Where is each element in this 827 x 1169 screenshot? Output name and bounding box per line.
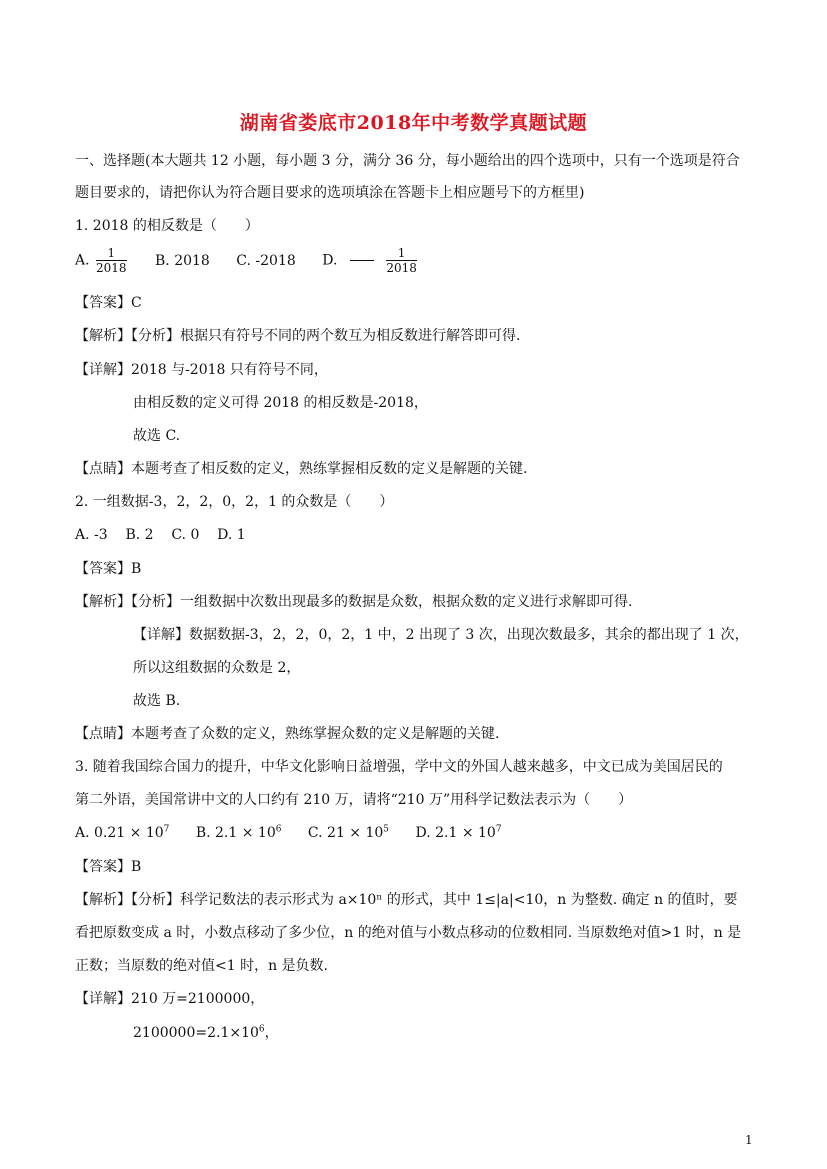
- q3-analysis-line1: 【解析】【分析】科学记数法的表示形式为 a×10ⁿ 的形式，其中 1≤|a|<10，n 为整数. 确定 n 的值时，要: [75, 892, 738, 908]
- page-title: 湖南省娄底市2018年中考数学真题试题: [239, 112, 588, 134]
- q3-option-b-exponent: 6: [275, 824, 282, 835]
- q2-answer: 【答案】B: [75, 561, 142, 577]
- q1-option-d-numerator: 1: [397, 246, 406, 260]
- q3-option-d: [415, 824, 501, 842]
- q2-options: A. -3 B. 2 C. 0 D. 1: [75, 527, 246, 543]
- q1-option-d-fraction: [386, 246, 417, 275]
- q2-detail-line2: 所以这组数据的众数是 2，: [133, 660, 301, 676]
- page-number: 1: [745, 1133, 753, 1147]
- q1-point: 【点睛】本题考查了相反数的定义，熟练掌握相反数的定义是解题的关键.: [75, 461, 528, 477]
- q1-detail-line3: 故选 C.: [133, 428, 181, 444]
- q3-answer: 【答案】B: [75, 859, 142, 875]
- q1-option-a-denominator: 2018: [96, 261, 127, 275]
- q3-detail-line2-end: ，: [264, 1025, 279, 1041]
- q3-option-a: [75, 824, 169, 842]
- q1-option-b: B. 2018: [155, 252, 210, 269]
- q1-option-d-label: D.: [322, 252, 338, 269]
- section-instruction-line2: 题目要求的，请把你认为符合题目要求的选项填涂在答题卡上相应题号下的方框里): [75, 185, 585, 201]
- q1-option-a-numerator: 1: [107, 246, 116, 260]
- q1-detail-line1: 【详解】2018 与-2018 只有符号不同，: [75, 362, 328, 378]
- q3-option-c-exponent: 5: [383, 824, 390, 835]
- q3-option-d-exponent: 7: [495, 824, 502, 835]
- q1-option-a-fraction: [96, 246, 127, 275]
- q3-option-b: [196, 824, 282, 842]
- section-instruction-line1: 一、选择题(本大题共 12 小题，每小题 3 分，满分 36 分，每小题给出的四个选项中，只有一个选项是符合: [75, 153, 740, 169]
- q1-options: [75, 246, 419, 275]
- q1-option-c: C. -2018: [236, 252, 296, 269]
- q3-detail-line2-exponent: 6: [258, 1024, 265, 1035]
- q2-analysis: 【解析】【分析】一组数据中次数出现最多的数据是众数，根据众数的定义进行求解即可得.: [75, 594, 633, 610]
- q3-option-a-exponent: 7: [163, 824, 170, 835]
- q3-detail-line1: 【详解】210 万=2100000，: [75, 991, 265, 1007]
- q3-option-a-text: A. 0.21 × 10: [75, 825, 164, 841]
- q2-detail-line1: 【详解】数据数据-3，2，2，0，2，1 中，2 出现了 3 次，出现次数最多，其余的都出现了 1 次，: [133, 627, 749, 643]
- q3-analysis-line3: 正数；当原数的绝对值<1 时，n 是负数.: [75, 958, 329, 974]
- q3-options: [75, 824, 524, 842]
- q3-detail-line2: [133, 1024, 279, 1042]
- minus-sign: [350, 260, 374, 261]
- q1-answer: 【答案】C: [75, 295, 142, 311]
- q3-stem-line2: 第二外语，美国常讲中文的人口约有 210 万，请将“210 万”用科学记数法表示为（ ）: [75, 792, 633, 808]
- q3-option-c-text: C. 21 × 10: [307, 825, 384, 841]
- q1-stem: 1. 2018 的相反数是（ ）: [75, 218, 259, 234]
- q3-detail-line2-text: 2100000=2.1×10: [133, 1025, 259, 1041]
- q3-option-b-text: B. 2.1 × 10: [195, 825, 276, 841]
- q2-detail-line3: 故选 B.: [133, 693, 181, 709]
- q1-option-a-label: A.: [75, 252, 90, 269]
- q1-detail-line2: 由相反数的定义可得 2018 的相反数是-2018，: [133, 395, 428, 411]
- q3-stem-line1: 3. 随着我国综合国力的提升，中华文化影响日益增强，学中文的外国人越来越多，中文已成为美国居民的: [75, 759, 723, 775]
- q3-analysis-line2: 看把原数变成 a 时，小数点移动了多少位，n 的绝对值与小数点移动的位数相同. 当原数绝对值>1 时，n 是: [75, 925, 742, 941]
- q2-stem: 2. 一组数据-3，2，2，0，2，1 的众数是（ ）: [75, 494, 394, 510]
- q3-option-d-text: D. 2.1 × 10: [415, 825, 496, 841]
- q1-analysis: 【解析】【分析】根据只有符号不同的两个数互为相反数进行解答即可得.: [75, 328, 521, 344]
- q1-option-d-denominator: 2018: [386, 261, 417, 275]
- q3-option-c: [308, 824, 389, 842]
- q2-point: 【点睛】本题考查了众数的定义，熟练掌握众数的定义是解题的关键.: [75, 726, 500, 742]
